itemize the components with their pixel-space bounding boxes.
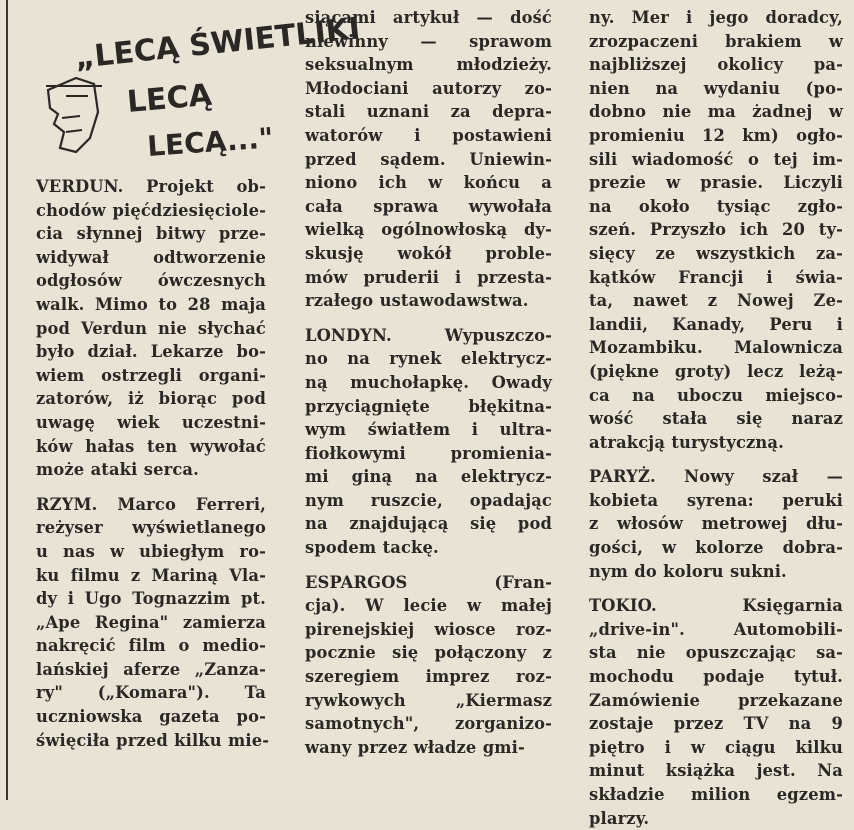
logo-line-1: „LECĄ ŚWIETLIKI: [73, 11, 362, 76]
text-line: watorów i postawieni: [305, 125, 552, 145]
text-line: przyciągnięte błękitna-: [305, 396, 552, 416]
text-line: pirenejskiej wiosce roz-: [305, 619, 552, 639]
text-line: ESPARGOS (Fran-: [305, 572, 552, 592]
logo-line-2: LECĄ: [125, 77, 214, 120]
text-line: fiołkowymi promienia-: [305, 443, 552, 463]
text-line: chodów pięćdziesięciole-: [36, 200, 266, 220]
text-line: nien na wydaniu (po-: [589, 78, 843, 98]
text-line: dy i Ugo Tognazzim pt.: [36, 589, 266, 609]
news-item: [305, 6, 552, 313]
logo-line-3: LECĄ...": [146, 121, 275, 163]
paragraph-gap: [36, 482, 266, 493]
face-sketch-icon: [48, 78, 98, 152]
text-line: na znajdującą się pod: [305, 514, 552, 534]
text-line: promieniu 12 km) ogło-: [589, 125, 843, 145]
text-line: nakręcić film o medio-: [36, 636, 266, 656]
text-line: ku filmu z Mariną Vla-: [36, 565, 266, 585]
text-line: niewinny — sprawom: [305, 31, 552, 51]
text-line: atrakcją turystyczną.: [589, 432, 784, 452]
text-line: kobieta syrena: peruki: [589, 490, 843, 510]
text-line: wość stała się naraz: [589, 409, 843, 429]
text-line: rzałego ustawodawstwa.: [305, 291, 529, 311]
text-line: ca na uboczu miejsco-: [589, 385, 843, 405]
text-line: niono ich w końcu a: [305, 173, 552, 193]
text-line: szeregiem imprez roz-: [305, 667, 552, 687]
text-line: RZYM. Marco Ferreri,: [36, 494, 266, 514]
text-line: Mozambiku. Malownicza: [589, 338, 843, 358]
paragraph-gap: [305, 560, 552, 571]
news-item: [589, 594, 843, 830]
text-line: ny. Mer i jego doradcy,: [589, 8, 843, 27]
text-line: ta, nawet z Nowej Ze-: [589, 291, 843, 311]
news-item: [589, 465, 843, 583]
text-line: wany przez władze gmi-: [305, 737, 525, 757]
text-line: najbliższej okolicy pa-: [589, 55, 843, 75]
text-line: sięcy ze wszystkich za-: [589, 243, 843, 263]
text-line: rywkowych „Kiermasz: [305, 690, 552, 710]
text-line: seksualnym młodzieży.: [305, 55, 552, 75]
text-line: sta nie opuszczając sa-: [589, 643, 843, 663]
text-line: dobno nie ma żadnej w: [589, 102, 843, 122]
text-line: LONDYN. Wypuszczo-: [305, 325, 552, 345]
text-line: walk. Mimo to 28 maja: [36, 294, 266, 314]
text-line: widywał odtworzenie: [36, 247, 266, 267]
text-line: (piękne groty) lecz leżą-: [589, 361, 843, 381]
news-item: [305, 571, 552, 760]
text-line: u nas w ubiegłym ro-: [36, 541, 266, 561]
news-item: [36, 175, 266, 482]
text-line: nym ruszcie, opadając: [305, 490, 552, 510]
text-line: z włosów metrowej dłu-: [589, 514, 843, 534]
text-line: mochodu podaje tytuł.: [589, 667, 843, 687]
text-line: gości, w kolorze dobra-: [589, 538, 843, 558]
text-line: ry" („Komara"). Ta: [36, 683, 266, 703]
text-line: cała sprawa wywołała: [305, 196, 552, 216]
text-line: nym do koloru sukni.: [589, 561, 787, 581]
text-line: szeń. Przyszło ich 20 ty-: [589, 220, 843, 240]
text-line: wym światłem i ultra-: [305, 420, 552, 440]
news-item: [36, 493, 270, 753]
text-line: mów pruderii i przesta-: [305, 267, 552, 287]
text-line: piętro i w ciągu kilku: [589, 737, 843, 757]
column-1: [36, 175, 270, 752]
text-line: sili wiadomość o tej im-: [589, 149, 843, 169]
text-line: lańskiej aferze „Zanza-: [36, 659, 266, 679]
text-line: może ataki serca.: [36, 460, 199, 480]
text-line: stali uznani za depra-: [305, 102, 552, 122]
text-line: uwagę wiek uczestni-: [36, 412, 266, 432]
text-line: odgłosów ówczesnych: [36, 271, 266, 291]
news-item: [589, 6, 843, 454]
text-line: ków hałas ten wywołać: [36, 436, 266, 456]
text-line: pocznie się połączony z: [305, 643, 552, 663]
text-line: cia słynnej bitwy prze-: [36, 224, 266, 244]
text-line: prezie w prasie. Liczyli: [589, 173, 843, 193]
text-line: samotnych", zorganizo-: [305, 714, 552, 734]
text-line: PARYŻ. Nowy szał —: [589, 467, 843, 487]
text-line: plarzy.: [589, 808, 650, 828]
text-line: zostaje przez TV na 9: [589, 714, 843, 734]
text-line: spodem tackę.: [305, 538, 439, 558]
left-border-rule: [6, 0, 8, 800]
text-line: zatorów, iż biorąc pod: [36, 389, 266, 409]
text-line: skusję wokół proble-: [305, 243, 552, 263]
text-line: wielką ogólnowłoską dy-: [305, 220, 552, 240]
text-line: zrozpaczeni brakiem w: [589, 31, 843, 51]
text-line: na około tysiąc zgło-: [589, 196, 843, 216]
text-line: Młodociani autorzy zo-: [305, 78, 552, 98]
text-line: VERDUN. Projekt ob-: [36, 177, 266, 196]
text-line: no na rynek elektrycz-: [305, 349, 552, 369]
text-line: kątków Francji i świa-: [589, 267, 843, 287]
text-line: reżyser wyświetlanego: [36, 518, 266, 538]
text-line: cja). W lecie w małej: [305, 596, 552, 616]
paragraph-gap: [305, 313, 552, 324]
column-2: [305, 6, 552, 759]
text-line: było dział. Lekarze bo-: [36, 342, 266, 362]
column-3: [589, 6, 843, 830]
text-line: ną muchołapkę. Owady: [305, 372, 552, 392]
text-line: wiem ostrzegli organi-: [36, 365, 266, 385]
text-line: pod Verdun nie słychać: [36, 318, 266, 338]
text-line: mi giną na elektrycz-: [305, 467, 552, 487]
text-line: TOKIO. Księgarnia: [589, 596, 843, 616]
text-line: przed sądem. Uniewin-: [305, 149, 552, 169]
column-logo-illustration: [36, 11, 362, 170]
text-line: uczniowska gazeta po-: [36, 707, 266, 727]
paragraph-gap: [589, 454, 843, 465]
text-line: minut książka jest. Na: [589, 761, 843, 781]
text-line: siącami artykuł — dość: [305, 8, 552, 27]
news-item: [305, 324, 552, 560]
text-line: Zamówienie przekazane: [589, 690, 843, 710]
text-line: „drive-in". Automobili-: [589, 619, 843, 639]
text-line: landii, Kanady, Peru i: [589, 314, 843, 334]
text-line: „Ape Regina" zamierza: [36, 612, 266, 632]
text-line: święciła przed kilku mie-: [36, 730, 270, 750]
text-line: składzie milion egzem-: [589, 785, 843, 804]
paragraph-gap: [589, 583, 843, 594]
